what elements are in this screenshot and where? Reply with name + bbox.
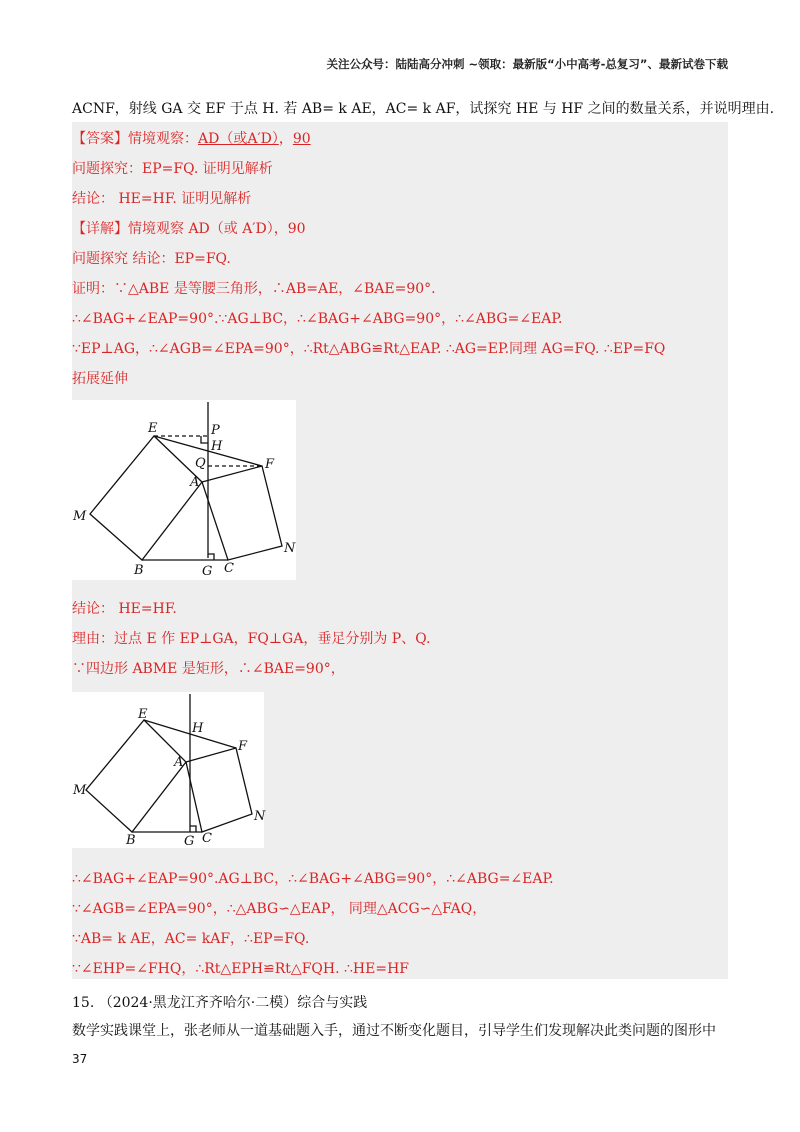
question-intro: ACNF，射线 GA 交 EF 于点 H. 若 AB= k AE，AC= k AF，试探究 HE 与 HF 之间的数量关系，并说明理由.: [72, 101, 775, 117]
figure-2: [72, 692, 264, 848]
question-15-body: 数学实践课堂上，张老师从一道基础题入手，通过不断变化题目，引导学生们发现解决此类问题的图形中: [72, 1023, 716, 1039]
answer-line-1: [72, 128, 311, 148]
detail-line-3: 证明：∵△ABE 是等腰三角形，∴AB=AE，∠BAE=90°.: [72, 281, 436, 297]
fig1-label-P: P: [211, 423, 220, 438]
detail-line-8: 理由：过点 E 作 EP⊥GA，FQ⊥GA，垂足分别为 P、Q.: [72, 631, 431, 647]
detail-line-2: 问题探究 结论：EP=FQ.: [72, 251, 231, 267]
fig2-label-H: H: [192, 721, 204, 736]
fig2-label-N: N: [254, 809, 266, 824]
fig2-label-F: F: [238, 739, 248, 754]
figure-1: [72, 400, 296, 580]
fig1-label-F: F: [265, 457, 275, 472]
detail-line-13: ∵∠EHP=∠FHQ，∴Rt△EPH≌Rt△FQH. ∴HE=HF: [72, 961, 409, 977]
answer-prefix: 【答案】情境观察：: [72, 131, 198, 147]
detail-line-5: ∵EP⊥AG，∴∠AGB=∠EPA=90°，∴Rt△ABG≌Rt△EAP. ∴AG=EP.同理 AG=FQ. ∴EP=FQ: [72, 341, 666, 357]
answer-blank-2: 90: [292, 131, 311, 147]
detail-line-9: ∵四边形 ABME 是矩形，∴∠BAE=90°，: [72, 661, 345, 677]
answer-line-3: 结论： HE=HF. 证明见解析: [72, 191, 252, 207]
fig2-label-E: E: [138, 707, 148, 722]
detail-line-6: 拓展延伸: [72, 371, 128, 387]
question-15-title: 15. （2024·黑龙江齐齐哈尔·二模）综合与实践: [72, 995, 368, 1011]
answer-blank-1: AD（或A′D）: [198, 131, 279, 147]
fig1-label-E: E: [148, 421, 158, 436]
page-number: 37: [72, 1052, 88, 1066]
fig1-label-H: H: [211, 439, 223, 454]
fig1-label-A: A: [190, 475, 200, 490]
answer-line-2: 问题探究：EP=FQ. 证明见解析: [72, 161, 273, 177]
fig2-label-G: G: [184, 834, 195, 849]
page-header: 关注公众号：陆陆高分冲刺 ~领取：最新版“小中高考-总复习”、最新试卷下载: [326, 57, 728, 71]
detail-line-4: ∴∠BAG+∠EAP=90°.∵AG⊥BC，∴∠BAG+∠ABG=90°，∴∠ABG=∠EAP.: [72, 311, 563, 327]
fig2-label-C: C: [202, 831, 212, 846]
detail-line-10: ∴∠BAG+∠EAP=90°.AG⊥BC，∴∠BAG+∠ABG=90°，∴∠ABG=∠EAP.: [72, 871, 554, 887]
fig1-label-G: G: [202, 564, 213, 579]
fig2-label-A: A: [174, 755, 184, 770]
answer-sep: ，: [278, 131, 293, 147]
fig2-label-B: B: [126, 833, 136, 848]
fig1-label-C: C: [224, 561, 234, 576]
detail-line-7: 结论： HE=HF.: [72, 601, 177, 617]
fig1-label-B: B: [134, 563, 144, 578]
fig1-label-Q: Q: [195, 456, 206, 471]
detail-line-1: 【详解】情境观察 AD（或 A′D），90: [72, 221, 306, 237]
detail-line-12: ∵AB= k AE，AC= kAF，∴EP=FQ.: [72, 931, 310, 947]
detail-line-11: ∵∠AGB=∠EPA=90°，∴△ABG∽△EAP， 同理△ACG∽△FAQ，: [72, 901, 487, 917]
fig2-label-M: M: [73, 783, 87, 798]
fig1-label-N: N: [284, 541, 296, 556]
fig1-label-M: M: [73, 509, 87, 524]
